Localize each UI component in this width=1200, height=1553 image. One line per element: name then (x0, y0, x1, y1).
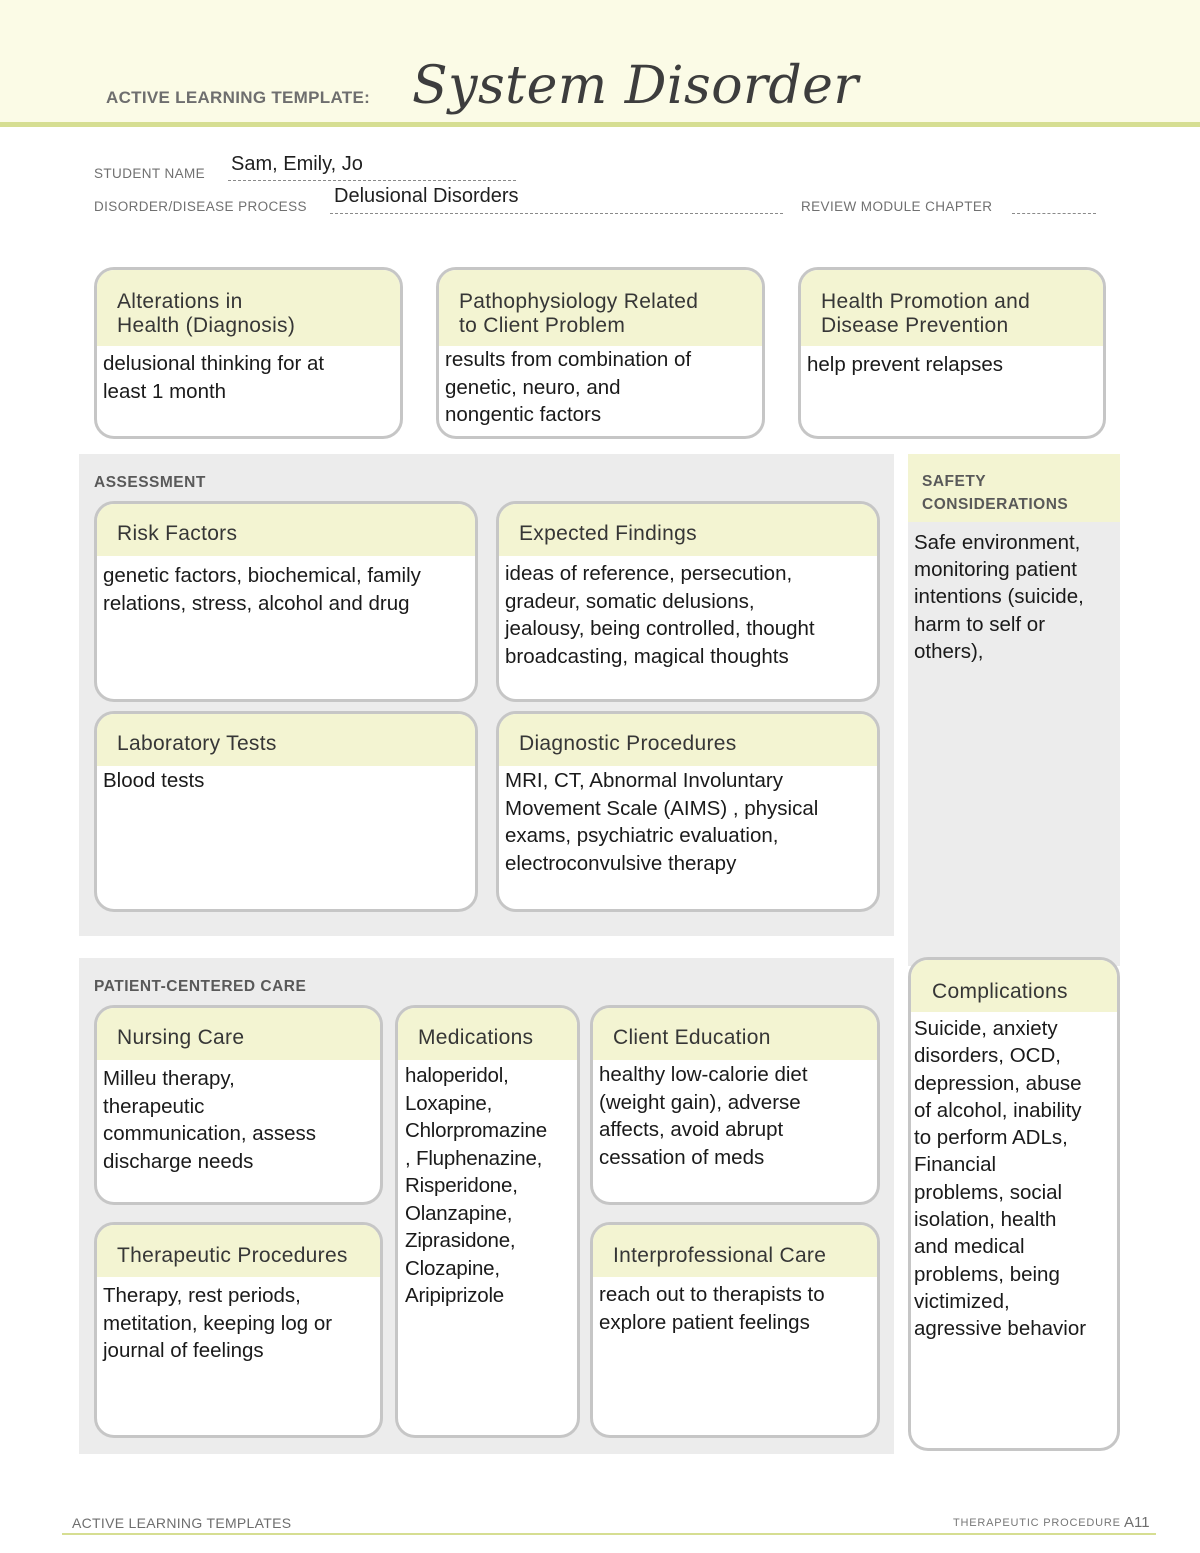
chapter-label: REVIEW MODULE CHAPTER (801, 199, 993, 214)
medications-title: Medications (398, 1008, 577, 1060)
complications-box (908, 957, 1120, 1451)
nursing-care-content[interactable]: Milleu therapy, therapeutic communication, assess discharge needs (103, 1067, 317, 1173)
laboratory-tests-content[interactable]: Blood tests (103, 769, 205, 792)
disorder-line (330, 213, 783, 214)
diagnostic-procedures-box (496, 711, 880, 912)
footer-rule (62, 1533, 1156, 1535)
safety-content[interactable]: Safe environment, monitoring patient intentions (suicide, harm to self or others), (914, 531, 1084, 663)
diagnostic-procedures-title: Diagnostic Procedures (499, 714, 877, 766)
health-promotion-box (798, 267, 1106, 439)
client-education-content[interactable]: healthy low-calorie diet (weight gain), adverse affects, avoid abrupt cessation of meds (599, 1063, 808, 1169)
alterations-box (94, 267, 403, 439)
laboratory-tests-box (94, 711, 478, 912)
therapeutic-procedures-content[interactable]: Therapy, rest periods, metitation, keeping log or journal of feelings (103, 1284, 333, 1362)
therapeutic-procedures-title: Therapeutic Procedures (97, 1225, 380, 1277)
risk-factors-content[interactable]: genetic factors, biochemical, family relations, stress, alcohol and drug (103, 564, 421, 615)
footer-left-label: ACTIVE LEARNING TEMPLATES (72, 1515, 292, 1531)
complications-content[interactable]: Suicide, anxiety disorders, OCD, depression, abuse of alcohol, inability to perform ADLs, Financial problems, social isolation, health and medical problems, being victimized, agressive behavior (914, 1017, 1087, 1341)
nursing-care-box (94, 1005, 383, 1205)
expected-findings-title: Expected Findings (499, 504, 877, 556)
chapter-line (1012, 213, 1096, 214)
disorder-label: DISORDER/DISEASE PROCESS (94, 199, 307, 214)
expected-findings-content[interactable]: ideas of reference, persecution, gradeur, somatic delusions, jealousy, being controlled, thought broadcasting, magical thoughts (505, 562, 815, 668)
pathophysiology-box (436, 267, 765, 439)
medications-content[interactable]: haloperidol, Loxapine, Chlorpromazine , Fluphenazine, Risperidone, Olanzapine, Ziprasidone, Clozapine, Aripiprizole (405, 1064, 547, 1307)
diagnostic-procedures-content[interactable]: MRI, CT, Abnormal Involuntary Movement Scale (AIMS) , physical exams, psychiatric evaluation, electroconvulsive therapy (505, 769, 819, 875)
pathophysiology-content[interactable]: results from combination of genetic, neuro, and nongentic factors (445, 348, 692, 426)
student-name-field[interactable]: Sam, Emily, Jo (231, 153, 363, 175)
safety-label: SAFETY CONSIDERATIONS (922, 473, 1069, 513)
alterations-title: Alterations in Health (Diagnosis) (97, 270, 400, 346)
client-education-title: Client Education (593, 1008, 877, 1060)
alterations-content[interactable]: delusional thinking for at least 1 month (103, 352, 325, 403)
interprofessional-care-title: Interprofessional Care (593, 1225, 877, 1277)
patient-care-label: PATIENT-CENTERED CARE (94, 978, 307, 995)
assessment-label: ASSESSMENT (94, 474, 206, 491)
disorder-field[interactable]: Delusional Disorders (334, 185, 519, 207)
laboratory-tests-title: Laboratory Tests (97, 714, 475, 766)
pathophysiology-title: Pathophysiology Related to Client Problem (439, 270, 762, 346)
student-name-line (228, 180, 516, 181)
header-rule (0, 122, 1200, 127)
therapeutic-procedures-box (94, 1222, 383, 1438)
template-label: ACTIVE LEARNING TEMPLATE: (106, 88, 371, 107)
expected-findings-box (496, 501, 880, 702)
client-education-box (590, 1005, 880, 1205)
health-promotion-title: Health Promotion and Disease Prevention (801, 270, 1103, 346)
complications-title: Complications (911, 960, 1117, 1012)
nursing-care-title: Nursing Care (97, 1008, 380, 1060)
footer-right-label: THERAPEUTIC PROCEDURE (953, 1517, 1121, 1529)
risk-factors-box (94, 501, 478, 702)
student-name-label: STUDENT NAME (94, 166, 206, 181)
interprofessional-care-box (590, 1222, 880, 1438)
footer-page-number: A11 (1124, 1514, 1150, 1531)
risk-factors-title: Risk Factors (97, 504, 475, 556)
interprofessional-care-content[interactable]: reach out to therapists to explore patient feelings (599, 1283, 825, 1334)
template-title: System Disorder (412, 56, 859, 116)
medications-box (395, 1005, 580, 1438)
health-promotion-content[interactable]: help prevent relapses (807, 353, 1004, 376)
